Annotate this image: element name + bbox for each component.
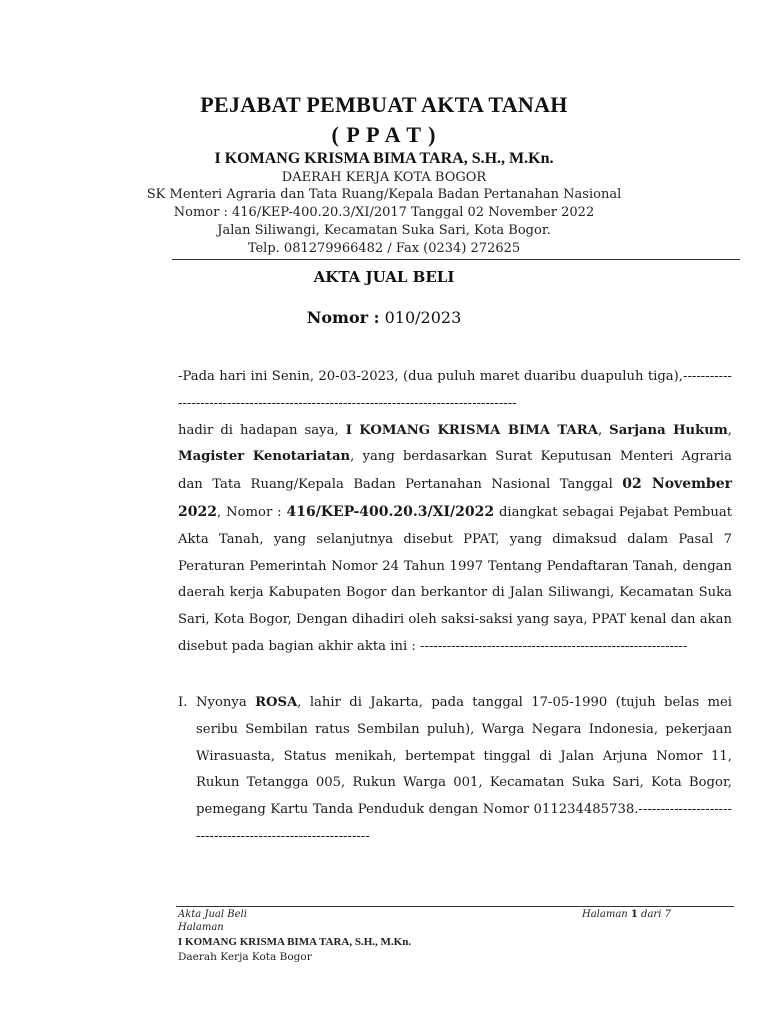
official-degree-1: Sarjana Hukum [609,422,728,438]
official-degree-2: Magister Kenotariatan [178,449,351,465]
decree-date: 02 November 2022 [178,476,732,520]
decree-text: , yang berdasarkan Surat Keputusan Menteri Agraria dan Tata Ruang/Kepala Badan Pertanahan Nasional Tanggal [178,449,732,493]
deed-appearance-paragraph [178,418,732,661]
document-number [0,308,768,327]
party-title: Nyonya [196,695,256,710]
letterhead-official-name: I KOMANG KRISMA BIMA TARA, S.H., M.Kn. [214,150,554,167]
footer-page-number [582,909,671,920]
page-prefix: Halaman [582,909,631,920]
footer-divider [176,906,734,907]
letterhead-work-area: DAERAH KERJA KOTA BOGOR [281,170,487,185]
party-name: ROSA [255,695,298,710]
separator: , [727,422,732,438]
letterhead-phone: Telp. 081279966482 / Fax (0234) 272625 [247,241,521,256]
letterhead-divider [172,259,740,260]
letterhead-abbreviation: ( P P A T ) [331,122,437,147]
decree-number: 416/KEP-400.20.3/XI/2022 [286,503,495,520]
appointment-text: diangkat sebagai Pejabat Pembuat Akta Tanah, yang selanjutnya disebut PPAT, yang dimaksud dalam Pasal 7 Peraturan Pemerintah Nomor 24 Tahun 1997 Tentang Pendaftaran Tanah, dengan daerah kerja Kabupaten Bogor dan berkantor di Jalan Siliwangi, Kecamatan Suka Sari, Kota Bogor, Dengan dihadiri oleh saksi-saksi yang saya, PPAT kenal dan akan disebut pada bagian akhir akta ini : ------------------------------------------------------------ [178,504,732,654]
footer-work-area: Daerah Kerja Kota Bogor [178,951,312,963]
party-description [196,690,732,851]
letterhead-decree-number: Nomor : 416/KEP-400.20.3/XI/2017 Tanggal 02 November 2022 [173,205,595,220]
page-current: 1 [630,909,638,920]
document-number-label: Nomor : [306,308,380,327]
separator: , [597,422,610,438]
party-item [178,690,732,851]
page-total: dari 7 [637,909,671,920]
footer-page-label: Halaman [178,922,224,933]
letterhead-title: PEJABAT PEMBUAT AKTA TANAH [200,92,568,117]
document-title: AKTA JUAL BELI [313,268,455,286]
letterhead-decree: SK Menteri Agraria dan Tata Ruang/Kepala Badan Pertanahan Nasional [146,187,622,202]
official-name: I KOMANG KRISMA BIMA TARA [345,422,598,438]
appearance-text: hadir di hadapan saya, [178,422,346,438]
deed-body [178,364,732,661]
deed-opening-paragraph: -Pada hari ini Senin, 20-03-2023, (dua puluh maret duaribu duapuluh tiga),--------------------------------------------------------------------------------------- [178,369,732,411]
letterhead-address: Jalan Siliwangi, Kecamatan Suka Sari, Kota Bogor. [217,223,551,238]
party-number: I. [178,695,188,710]
party-details: , lahir di Jakarta, pada tanggal 17-05-1990 (tujuh belas mei seribu Sembilan ratus Sembilan puluh), Warga Negara Indonesia, pekerjaan Wirasuasta, Status menikah, bertempat tinggal di Jalan Arjuna Nomor 11, Rukun Tetangga 005, Rukun Warga 001, Kecamatan Suka Sari, Kota Bogor, pemegang Kartu Tanda Penduduk dengan Nomor 011234485738.------------------------------------------------------------ [196,695,732,844]
document-number-value: 010/2023 [384,308,462,327]
decree-number-label: , Nomor : [216,504,287,520]
footer-document-name: Akta Jual Beli [178,909,247,920]
footer-official-name: I KOMANG KRISMA BIMA TARA, S.H., M.Kn. [178,936,412,948]
